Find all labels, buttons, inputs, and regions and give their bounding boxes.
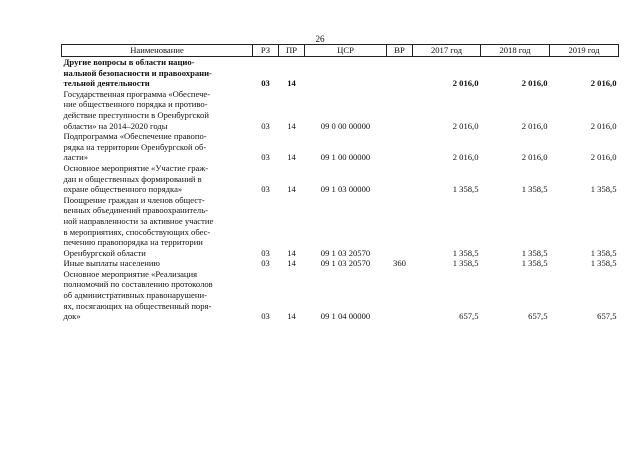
- row-rz: 03: [261, 152, 270, 163]
- table-row: [62, 57, 619, 89]
- row-csr: 09 0 00 00000: [320, 120, 371, 131]
- row-2018: 2 016,0: [521, 120, 548, 131]
- row-2017: 2 016,0: [452, 152, 479, 163]
- row-2019: 2 016,0: [590, 78, 617, 89]
- row-pr: 14: [287, 311, 296, 322]
- row-name: Другие вопросы в области нацио- нальной безопасности и правоохрани- тельной деятельности: [63, 57, 212, 89]
- row-2018: 2 016,0: [521, 78, 548, 89]
- row-name: Поощрение граждан и членов общест- венных объединений правоохранитель- ной направленности за активное участие в мероприятиях, способствующих обес- печению правопорядка на территории Оренбургской области: [63, 194, 214, 258]
- row-vr: [387, 163, 413, 195]
- row-csr: 09 1 03 20570: [320, 247, 371, 258]
- row-csr: 09 1 04 00000: [320, 311, 371, 322]
- budget-table: [61, 44, 619, 322]
- row-2019: 657,5: [597, 311, 617, 322]
- row-vr: [387, 195, 413, 259]
- row-rz: 03: [261, 78, 270, 89]
- row-rz: 03: [261, 258, 270, 269]
- header-csr: ЦСР: [305, 45, 387, 57]
- row-name: Основное мероприятие «Участие граж- дан и общественных формирований в охране общественного порядка»: [63, 162, 209, 195]
- row-2018: 1 358,5: [521, 247, 548, 258]
- row-2019: 2 016,0: [590, 152, 617, 163]
- row-name: Государственная программа «Обеспече- ние общественного порядка и противо- действие преступности в Оренбургской области» на 2014–2020 годы: [63, 88, 211, 131]
- row-2018: 2 016,0: [521, 152, 548, 163]
- row-pr: 14: [287, 184, 296, 195]
- header-name: Наименование: [62, 45, 253, 57]
- row-vr: [387, 131, 413, 163]
- row-2018: 1 358,5: [521, 184, 548, 195]
- row-2017: 657,5: [459, 311, 479, 322]
- table-row: [62, 195, 619, 259]
- row-2018: 657,5: [528, 311, 548, 322]
- header-row: [62, 45, 619, 57]
- table-row: [62, 89, 619, 131]
- row-rz: 03: [261, 311, 270, 322]
- header-2017: 2017 год: [413, 45, 481, 57]
- table-row: [62, 131, 619, 163]
- row-2018: 1 358,5: [521, 258, 548, 269]
- header-pr: ПР: [279, 45, 305, 57]
- row-csr: [305, 57, 387, 89]
- row-pr: 14: [287, 247, 296, 258]
- row-2017: 2 016,0: [452, 78, 479, 89]
- header-2019: 2019 год: [550, 45, 619, 57]
- row-name: Иные выплаты населению: [63, 258, 160, 269]
- row-pr: 14: [287, 152, 296, 163]
- row-rz: 03: [261, 184, 270, 195]
- row-2017: 1 358,5: [452, 184, 479, 195]
- row-vr: 360: [393, 258, 406, 269]
- row-rz: 03: [261, 247, 270, 258]
- row-rz: 03: [261, 120, 270, 131]
- row-2019: 2 016,0: [590, 120, 617, 131]
- row-2019: 1 358,5: [590, 184, 617, 195]
- row-pr: 14: [287, 120, 296, 131]
- row-vr: [387, 269, 413, 322]
- row-vr: [387, 89, 413, 131]
- row-pr: 14: [287, 78, 296, 89]
- row-csr: 09 1 00 00000: [320, 152, 371, 163]
- row-vr: [387, 57, 413, 89]
- row-2017: 1 358,5: [452, 258, 479, 269]
- row-2019: 1 358,5: [590, 247, 617, 258]
- row-pr: 14: [287, 258, 296, 269]
- page-number: 26: [315, 34, 325, 44]
- row-2019: 1 358,5: [590, 258, 617, 269]
- row-2017: 2 016,0: [452, 120, 479, 131]
- row-csr: 09 1 03 00000: [320, 184, 371, 195]
- row-2017: 1 358,5: [452, 247, 479, 258]
- row-name: Подпрограмма «Обеспечение правопо- рядка на территории Оренбургской об- ласти»: [63, 131, 207, 163]
- table-row: [62, 258, 619, 269]
- header-rz: РЗ: [253, 45, 279, 57]
- row-name: Основное мероприятие «Реализация полномочий по составлению протоколов об административных правонарушени- ях, посягающих на общественный поря- док»: [63, 268, 213, 322]
- header-2018: 2018 год: [481, 45, 550, 57]
- table-row: [62, 269, 619, 322]
- header-vr: ВР: [387, 45, 413, 57]
- row-csr: 09 1 03 20570: [320, 258, 371, 269]
- table-row: [62, 163, 619, 195]
